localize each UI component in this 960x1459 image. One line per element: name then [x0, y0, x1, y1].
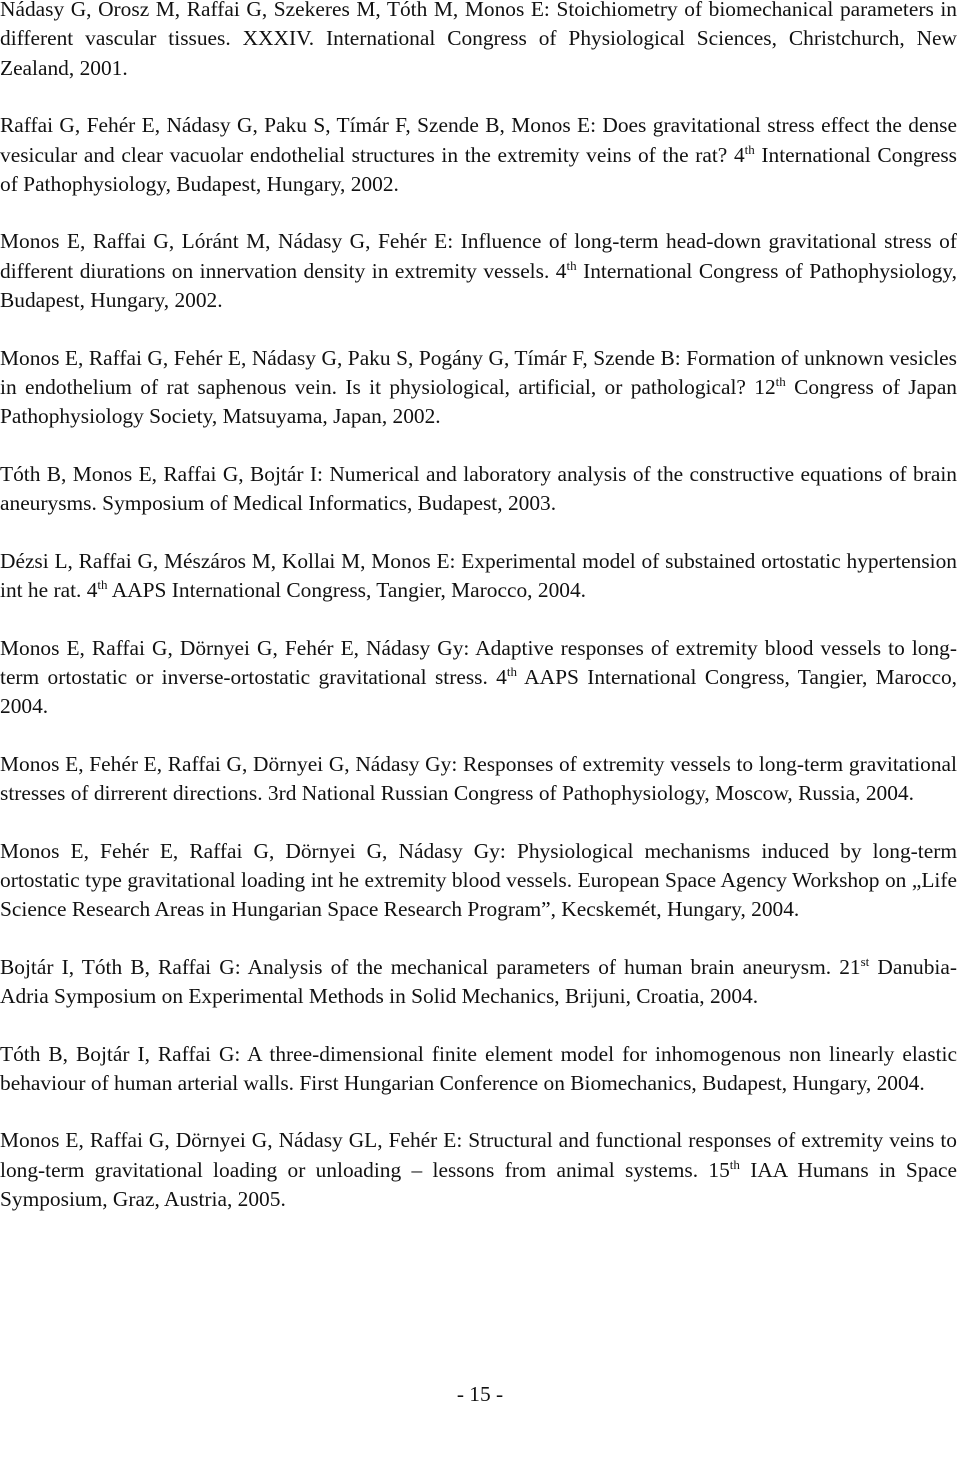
reference-text: Monos E, Fehér E, Raffai G, Dörnyei G, Nádasy Gy: Physiological mechanisms induced by long-term ortostatic type gravitational loading int he extremity blood vessels. European Space Agency Workshop on „Life Science Research Areas in Hungarian Space Research Program”, Kecskemét, Hungary, 2004.: [0, 838, 957, 922]
reference-text: Monos E, Fehér E, Raffai G, Dörnyei G, Nádasy Gy: Responses of extremity vessels to long-term gravitational stresses of dirrerent directions. 3rd National Russian Congress of Pathophysiology, Moscow, Russia, 2004.: [0, 751, 957, 806]
page-number: - 15 -: [456, 1382, 504, 1406]
reference-text: Congress of Japan Pathophysiology Society, Matsuyama, Japan, 2002.: [0, 375, 958, 429]
reference-entry: [0, 634, 957, 722]
reference-text: AAPS International Congress, Tangier, Marocco, 2004.: [0, 664, 958, 719]
reference-text: Dézsi L, Raffai G, Mészáros M, Kollai M, Monos E: Experimental model of substained ortostatic hypertension int he rat. 4: [0, 548, 957, 603]
reference-entry: [0, 750, 957, 809]
reference-text: Bojtár I, Tóth B, Raffai G: Analysis of the mechanical parameters of human brain aneurysm. 21: [0, 954, 861, 979]
ordinal-superscript: st: [860, 953, 870, 969]
reference-text: Monos E, Raffai G, Dörnyei G, Fehér E, Nádasy Gy: Adaptive responses of extremity blood vessels to long-term ortostatic or inverse-ortostatic gravitational stress. 4: [0, 635, 957, 689]
reference-entry: [0, 1126, 957, 1214]
reference-entry: [0, 0, 957, 83]
reference-text: Tóth B, Bojtár I, Raffai G: A three-dimensional finite element model for inhomogenous non linearly elastic behaviour of human arterial walls. First Hungarian Conference on Biomechanics, Budapest, Hungary, 2004.: [0, 1041, 957, 1095]
ordinal-superscript: th: [729, 1156, 740, 1172]
reference-entry: [0, 111, 957, 199]
reference-text: International Congress of Pathophysiology, Budapest, Hungary, 2002.: [0, 258, 958, 313]
reference-entry: [0, 837, 957, 925]
reference-text: IAA Humans in Space Symposium, Graz, Austria, 2005.: [0, 1157, 957, 1212]
reference-entry: [0, 227, 957, 315]
reference-entry: [0, 547, 957, 606]
reference-entry: [0, 460, 957, 519]
ordinal-superscript: th: [506, 663, 518, 679]
ordinal-superscript: th: [744, 141, 755, 157]
reference-text: Tóth B, Monos E, Raffai G, Bojtár I: Numerical and laboratory analysis of the constructive equations of brain aneurysms. Symposium of Medical Informatics, Budapest, 2003.: [0, 461, 957, 516]
reference-text: Danubia-Adria Symposium on Experimental Methods in Solid Mechanics, Brijuni, Croatia, 2004.: [0, 954, 957, 1009]
reference-text: AAPS International Congress, Tangier, Marocco, 2004.: [107, 578, 587, 603]
ordinal-superscript: th: [97, 577, 108, 593]
ordinal-superscript: th: [566, 257, 577, 273]
reference-text: International Congress of Pathophysiology, Budapest, Hungary, 2002.: [0, 142, 957, 197]
ordinal-superscript: th: [775, 374, 786, 390]
reference-text: Monos E, Raffai G, Lóránt M, Nádasy G, Fehér E: Influence of long-term head-down gravitational stress of different diurations on innervation density in extremity vessels. 4: [0, 229, 957, 283]
reference-text: Nádasy G, Orosz M, Raffai G, Szekeres M, Tóth M, Monos E: Stoichiometry of biomechanical parameters in different vascular tissues. XXXIV. International Congress of Physiological Sciences, Christchurch, New Zealand, 2001.: [0, 0, 957, 80]
reference-entry: [0, 344, 957, 432]
reference-entry: [0, 1040, 957, 1099]
reference-text: Raffai G, Fehér E, Nádasy G, Paku S, Tímár F, Szende B, Monos E: Does gravitational stress effect the dense vesicular and clear vacuolar endothelial structures in the extremity veins of the rat? 4: [0, 113, 957, 167]
reference-text: Monos E, Raffai G, Fehér E, Nádasy G, Paku S, Pogány G, Tímár F, Szende B: Formation of unknown vesicles in endothelium of rat saphenous vein. Is it physiological, artificial, or pathological? 12: [0, 345, 957, 400]
reference-entry: [0, 953, 957, 1012]
reference-text: Monos E, Raffai G, Dörnyei G, Nádasy GL, Fehér E: Structural and functional responses of extremity veins to long-term gravitational loading or unloading – lessons from animal systems. 15: [0, 1128, 957, 1182]
